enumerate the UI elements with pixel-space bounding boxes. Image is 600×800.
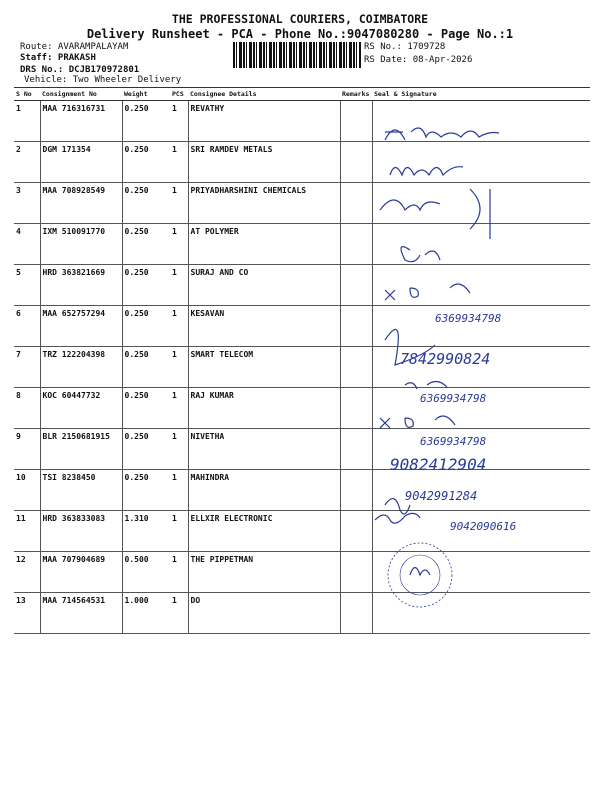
consignment-number: MAA 714564531 (40, 593, 122, 634)
table-row (14, 224, 590, 265)
consignment-number: DGM 171354 (40, 142, 122, 183)
weight: 0.250 (122, 183, 170, 224)
pieces: 1 (170, 142, 188, 183)
signature-note: 9042991284 (405, 489, 478, 503)
remarks-cell (340, 224, 372, 265)
consignee-details: MAHINDRA (188, 470, 340, 511)
pieces: 1 (170, 265, 188, 306)
consignee-details: KESAVAN (188, 306, 340, 347)
table-row (14, 470, 590, 511)
column-header: Remarks (340, 88, 372, 101)
weight: 0.250 (122, 306, 170, 347)
serial-number: 1 (14, 101, 40, 142)
table-header (14, 88, 590, 101)
seal-signature-cell (372, 101, 590, 142)
table-row (14, 142, 590, 183)
serial-number: 10 (14, 470, 40, 511)
pieces: 1 (170, 511, 188, 552)
remarks-cell (340, 470, 372, 511)
remarks-cell (340, 142, 372, 183)
consignee-details: NIVETHA (188, 429, 340, 470)
remarks-cell (340, 306, 372, 347)
consignee-details: RAJ KUMAR (188, 388, 340, 429)
weight: 0.250 (122, 265, 170, 306)
serial-number: 8 (14, 388, 40, 429)
consignee-details: PRIYADHARSHINI CHEMICALS (188, 183, 340, 224)
remarks-cell (340, 511, 372, 552)
seal-signature-cell (372, 470, 590, 511)
column-header: Weight (122, 88, 170, 101)
barcode (233, 42, 361, 68)
weight: 1.000 (122, 593, 170, 634)
signature-note: 9042090616 (450, 520, 517, 533)
seal-signature-cell (372, 429, 590, 470)
consignee-details: THE PIPPETMAN (188, 552, 340, 593)
signature-note: 6369934798 (435, 312, 502, 325)
company-title: THE PROFESSIONAL COURIERS, COIMBATORE (171, 12, 429, 26)
consignment-number: IXM 510091770 (40, 224, 122, 265)
consignment-number: MAA 716316731 (40, 101, 122, 142)
consignment-number: HRD 363833083 (40, 511, 122, 552)
consignee-details: SMART TELECOM (188, 347, 340, 388)
table-row (14, 306, 590, 347)
consignment-number: KOC 60447732 (40, 388, 122, 429)
weight: 1.310 (122, 511, 170, 552)
remarks-cell (340, 552, 372, 593)
route: Route: AVARAMPALAYAM (20, 42, 129, 52)
signature-note: 9082412904 (390, 455, 487, 474)
table-row (14, 593, 590, 634)
signature-note: 7842990824 (400, 350, 491, 368)
table-row (14, 388, 590, 429)
consignee-details: SURAJ AND CO (188, 265, 340, 306)
pieces: 1 (170, 101, 188, 142)
consignee-details: DO (188, 593, 340, 634)
consignment-number: BLR 2150681915 (40, 429, 122, 470)
column-header: Seal & Signature (372, 88, 590, 101)
table-row (14, 429, 590, 470)
consignment-number: MAA 707904689 (40, 552, 122, 593)
signature-note: 6369934798 (420, 392, 487, 405)
table-row (14, 101, 590, 142)
column-header: Consignment No (40, 88, 122, 101)
table-row (14, 347, 590, 388)
pieces: 1 (170, 183, 188, 224)
seal-signature-cell (372, 552, 590, 593)
remarks-cell (340, 101, 372, 142)
remarks-cell (340, 265, 372, 306)
seal-signature-cell (372, 593, 590, 634)
table-row (14, 265, 590, 306)
rs-number: RS No.: 1709728 (364, 42, 446, 52)
pieces: 1 (170, 347, 188, 388)
drs-number: DRS No.: DCJB170972801 (20, 65, 140, 75)
seal-signature-cell (372, 265, 590, 306)
column-header: Consignee Details (188, 88, 340, 101)
table-row (14, 183, 590, 224)
remarks-cell (340, 183, 372, 224)
runsheet-table (14, 87, 590, 634)
serial-number: 11 (14, 511, 40, 552)
column-header: PCS (170, 88, 188, 101)
seal-signature-cell (372, 306, 590, 347)
pieces: 1 (170, 224, 188, 265)
consignment-number: MAA 708928549 (40, 183, 122, 224)
serial-number: 2 (14, 142, 40, 183)
weight: 0.250 (122, 429, 170, 470)
pieces: 1 (170, 593, 188, 634)
remarks-cell (340, 593, 372, 634)
column-header: S No (14, 88, 40, 101)
consignee-details: AT POLYMER (188, 224, 340, 265)
pieces: 1 (170, 552, 188, 593)
seal-signature-cell (372, 224, 590, 265)
remarks-cell (340, 429, 372, 470)
consignment-number: TSI 8238450 (40, 470, 122, 511)
weight: 0.250 (122, 470, 170, 511)
weight: 0.250 (122, 101, 170, 142)
seal-signature-cell (372, 388, 590, 429)
vehicle: Vehicle: Two Wheeler Delivery (24, 75, 182, 85)
serial-number: 7 (14, 347, 40, 388)
consignee-details: REVATHY (188, 101, 340, 142)
consignee-details: ELLXIR ELECTRONIC (188, 511, 340, 552)
pieces: 1 (170, 306, 188, 347)
staff: Staff: PRAKASH (20, 53, 96, 63)
remarks-cell (340, 347, 372, 388)
consignee-details: SRI RAMDEV METALS (188, 142, 340, 183)
pieces: 1 (170, 470, 188, 511)
serial-number: 13 (14, 593, 40, 634)
remarks-cell (340, 388, 372, 429)
weight: 0.500 (122, 552, 170, 593)
seal-signature-cell (372, 183, 590, 224)
weight: 0.250 (122, 347, 170, 388)
serial-number: 6 (14, 306, 40, 347)
serial-number: 3 (14, 183, 40, 224)
serial-number: 4 (14, 224, 40, 265)
pieces: 1 (170, 388, 188, 429)
runsheet-subtitle: Delivery Runsheet - PCA - Phone No.:9047080280 - Page No.:1 (86, 27, 514, 41)
seal-signature-cell (372, 347, 590, 388)
signature-note: 6369934798 (420, 435, 487, 448)
table-row (14, 552, 590, 593)
rs-date: RS Date: 08-Apr-2026 (364, 55, 473, 65)
weight: 0.250 (122, 142, 170, 183)
weight: 0.250 (122, 224, 170, 265)
pieces: 1 (170, 429, 188, 470)
consignment-number: HRD 363821669 (40, 265, 122, 306)
table-row (14, 511, 590, 552)
serial-number: 5 (14, 265, 40, 306)
seal-signature-cell (372, 142, 590, 183)
consignment-number: TRZ 122204398 (40, 347, 122, 388)
weight: 0.250 (122, 388, 170, 429)
serial-number: 9 (14, 429, 40, 470)
seal-signature-cell (372, 511, 590, 552)
consignment-number: MAA 652757294 (40, 306, 122, 347)
serial-number: 12 (14, 552, 40, 593)
